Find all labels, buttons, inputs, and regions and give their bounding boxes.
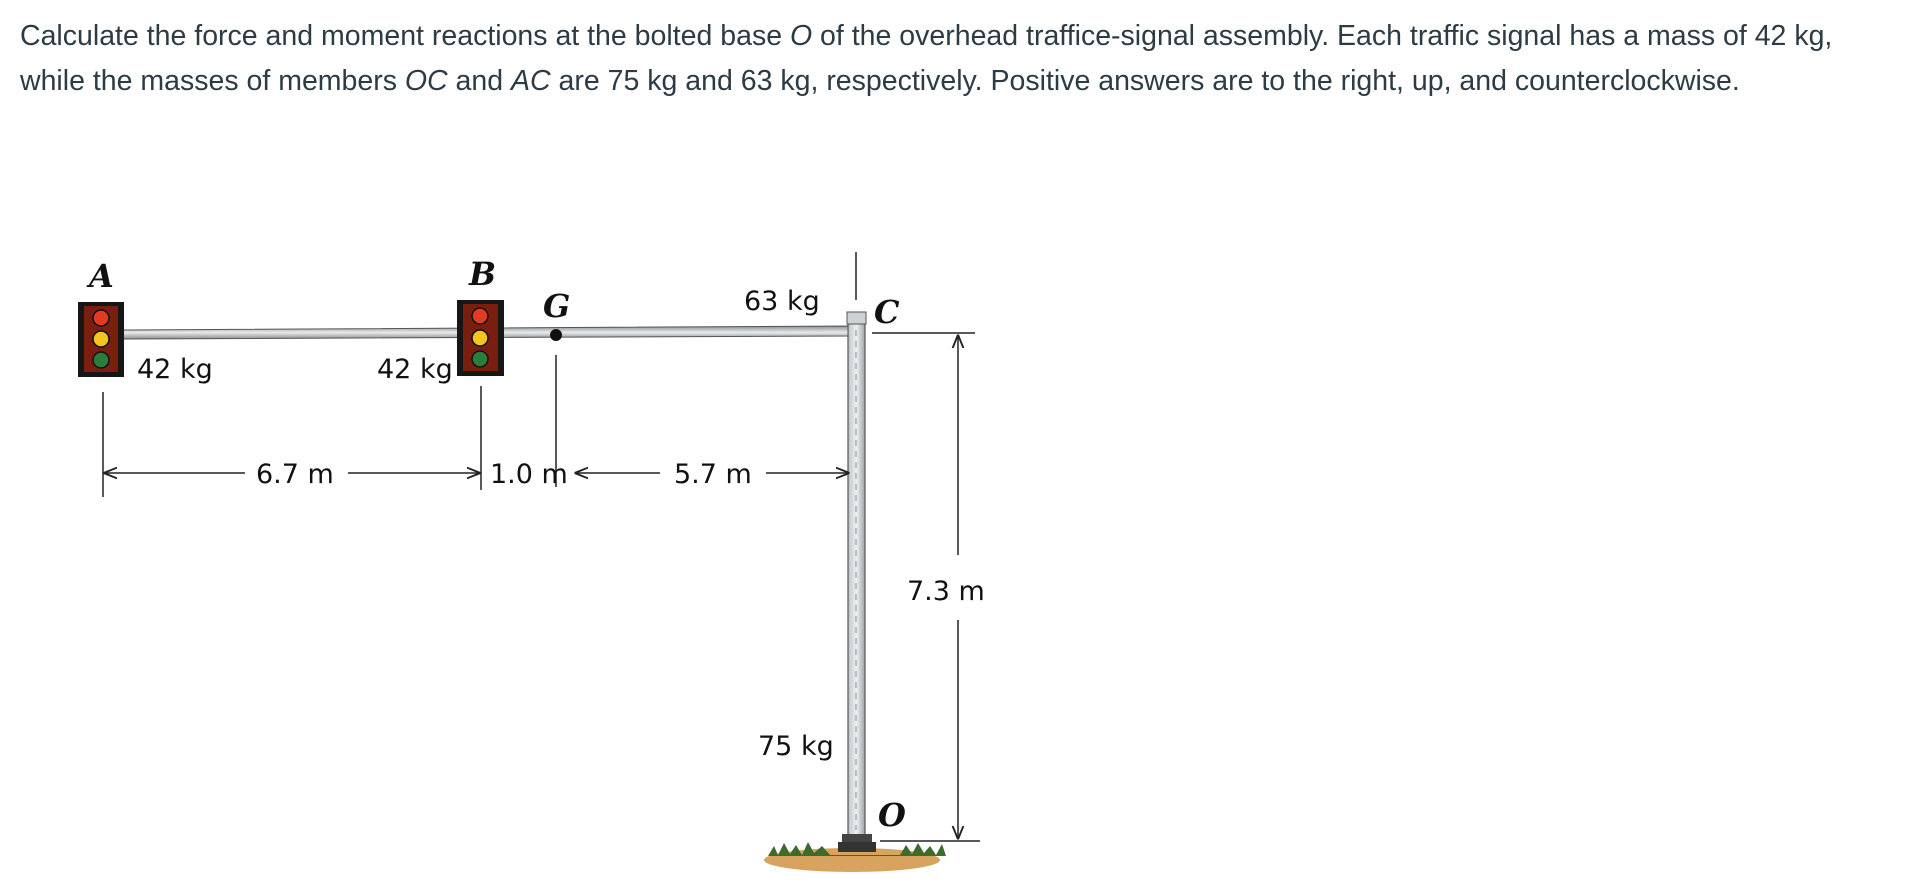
- pole-oc-mass-label: 75 kg: [758, 731, 834, 762]
- signal-a-mass-label: 42 kg: [137, 354, 213, 385]
- problem-text-4: are 75 kg and 63 kg, respectively. Positive answers are to the right, up, and counterclockwise.: [550, 65, 1740, 97]
- dimension-oc-label: 7.3 m: [907, 576, 985, 607]
- traffic-signal-a: [78, 302, 124, 377]
- problem-text-3: and: [447, 65, 512, 97]
- problem-text-2: of the overhead traffice-signal assembly. Each traffic signal has a mass of 42 kg, while the masses of members: [20, 20, 1833, 97]
- point-o-label: O: [878, 796, 906, 834]
- traffic-signal-b: [457, 300, 504, 376]
- member-oc-ref: OC: [404, 65, 448, 97]
- problem-text-1: Calculate the force and moment reactions at the bolted base: [20, 20, 790, 52]
- dimension-lines: [105, 336, 958, 838]
- member-ac-ref: AC: [511, 65, 551, 97]
- dimension-gc-label: 5.7 m: [674, 459, 752, 490]
- signal-b-mass-label: 42 kg: [377, 354, 453, 385]
- point-o-ref: O: [789, 20, 813, 52]
- point-g-label: G: [543, 287, 571, 325]
- dimension-bg-label: 1.0 m: [490, 459, 568, 490]
- arm-ac-mass-label: 63 kg: [744, 286, 820, 317]
- point-b-label: B: [469, 255, 497, 293]
- mass-center-g-marker: [550, 329, 562, 341]
- dimension-ab-label: 6.7 m: [256, 459, 334, 490]
- point-a-label: A: [89, 257, 114, 295]
- point-c-label: C: [874, 293, 900, 331]
- pole-oc: [838, 312, 876, 852]
